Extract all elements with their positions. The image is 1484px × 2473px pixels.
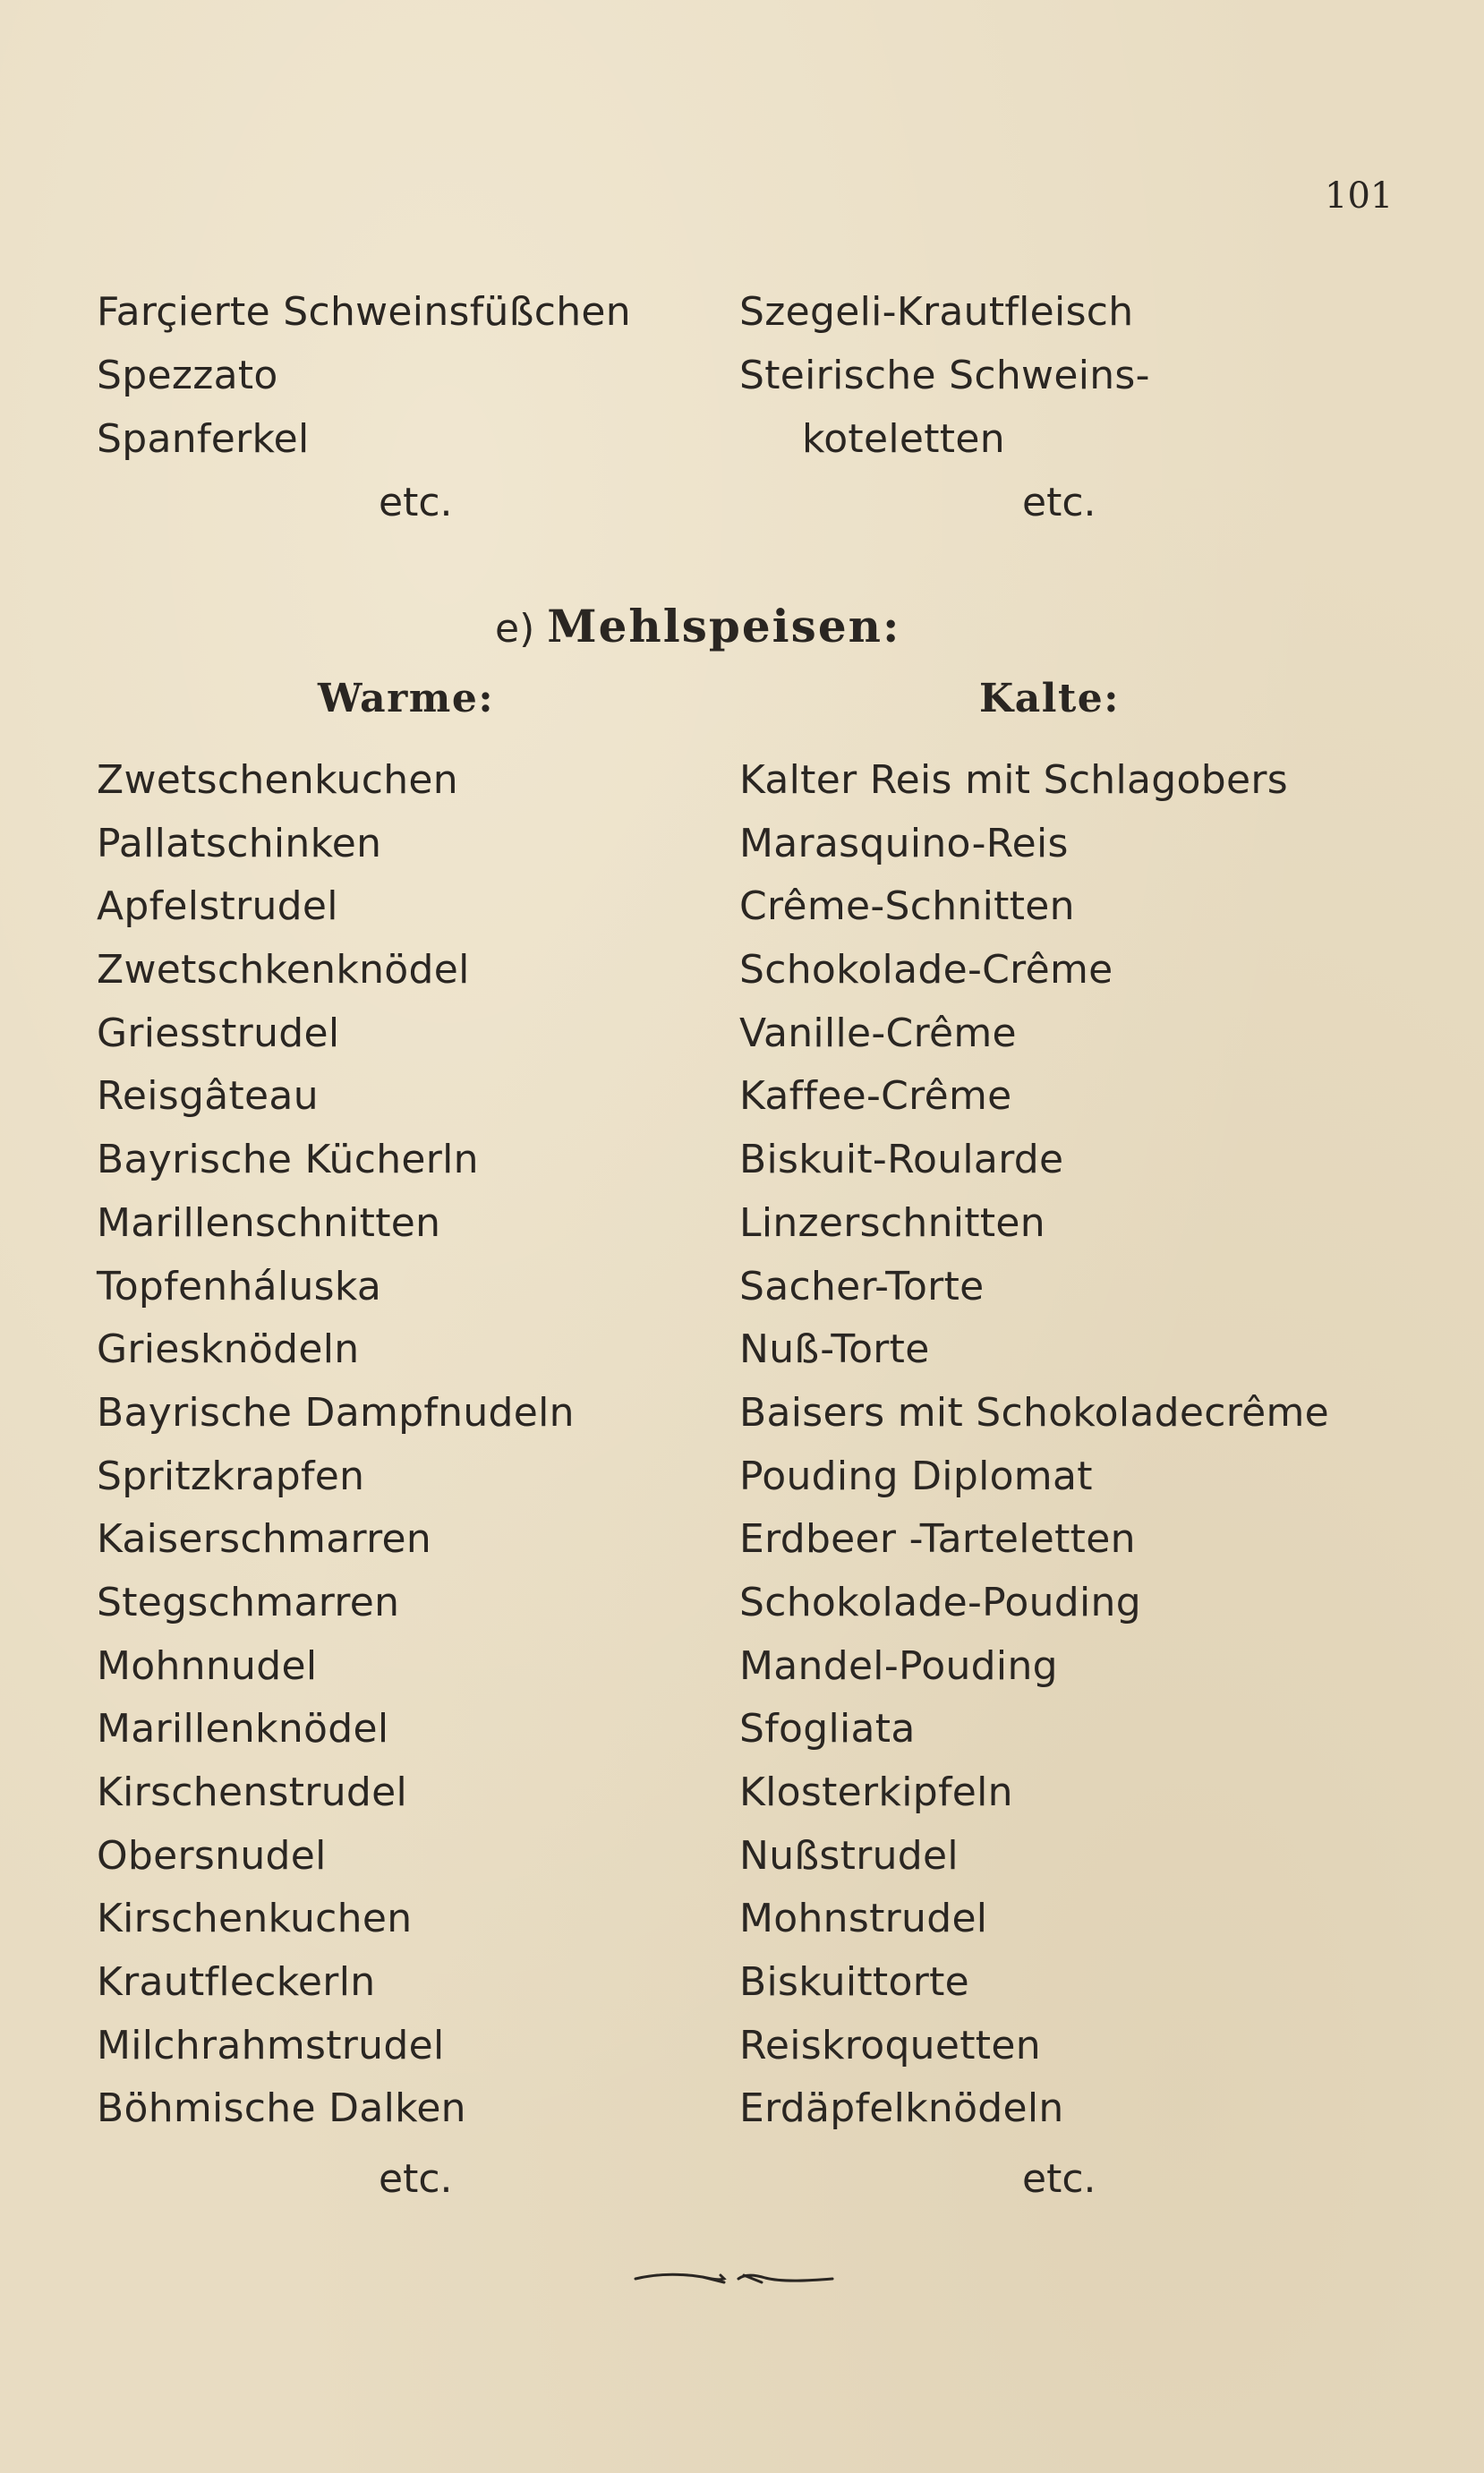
warme-item: Mohnnudel	[97, 1642, 318, 1689]
section-heading	[495, 600, 901, 652]
kalte-list	[739, 757, 1330, 2153]
kalte-item: Sacher-Torte	[739, 1263, 985, 1309]
kalte-item: Baisers mit Schokoladecrême	[739, 1389, 1330, 1436]
kalte-item: Marasquino-Reis	[739, 820, 1069, 866]
kalte-etc: etc.	[1022, 2156, 1096, 2202]
kalte-heading: Kalte:	[979, 676, 1121, 721]
kalte-item: Schokolade-Crême	[739, 947, 1113, 993]
warme-item: Zwetschenkuchen	[97, 757, 458, 803]
warme-item: Krautfleckerln	[97, 1959, 376, 2006]
kalte-item: Reiskroquetten	[739, 2022, 1041, 2068]
warme-item: Spritzkrapfen	[97, 1453, 365, 1499]
warme-item: Böhmische Dalken	[97, 2085, 466, 2132]
warme-item: Milchrahmstrudel	[97, 2022, 445, 2068]
kalte-item: Biskuittorte	[739, 1959, 970, 2006]
warme-item: Bayrische Kücherln	[97, 1137, 479, 1183]
prev-left-etc: etc.	[379, 480, 453, 525]
warme-item: Griesknödeln	[97, 1326, 360, 1373]
warme-item: Pallatschinken	[97, 820, 382, 866]
kalte-item: Pouding Diplomat	[739, 1453, 1093, 1499]
prev-left-item: Spezzato	[97, 353, 278, 398]
kalte-item: Kalter Reis mit Schlagobers	[739, 757, 1288, 803]
kalte-item: Vanille-Crême	[739, 1010, 1017, 1056]
warme-item: Marillenknödel	[97, 1706, 389, 1752]
warme-item: Obersnudel	[97, 1832, 327, 1879]
prev-right-etc: etc.	[1022, 480, 1096, 525]
prev-right-item: Szegeli-Krautfleisch	[739, 289, 1134, 335]
warme-list	[97, 757, 575, 2153]
kalte-item: Erdäpfelknödeln	[739, 2085, 1064, 2132]
kalte-item: Schokolade-Pouding	[739, 1579, 1141, 1625]
kalte-item: Biskuit-Roularde	[739, 1137, 1064, 1183]
section-letter: e)	[495, 606, 535, 652]
kalte-item: Sfogliata	[739, 1706, 916, 1752]
kalte-item: Erdbeer -Tarteletten	[739, 1516, 1136, 1563]
kalte-item: Mohnstrudel	[739, 1896, 988, 1942]
warme-item: Zwetschkenknödel	[97, 947, 470, 993]
warme-item: Griesstrudel	[97, 1010, 340, 1056]
warme-item: Reisgâteau	[97, 1073, 319, 1120]
kalte-item: Nußstrudel	[739, 1832, 959, 1879]
prev-right-item: Steirische Schweins-	[739, 353, 1150, 398]
section-title: Mehlspeisen:	[547, 600, 901, 652]
prev-right-item: koteletten	[802, 416, 1005, 462]
kalte-item: Mandel-Pouding	[739, 1642, 1058, 1689]
kalte-item: Crême-Schnitten	[739, 883, 1075, 930]
page-number: 101	[1325, 175, 1394, 217]
end-ornament-icon	[631, 2264, 837, 2291]
prev-left-item: Spanferkel	[97, 416, 310, 462]
warme-item: Topfenháluska	[97, 1263, 382, 1309]
kalte-item: Klosterkipfeln	[739, 1769, 1013, 1815]
warme-heading: Warme:	[318, 676, 495, 721]
kalte-item: Nuß-Torte	[739, 1326, 930, 1373]
warme-item: Kaiserschmarren	[97, 1516, 432, 1563]
warme-item: Marillenschnitten	[97, 1199, 441, 1246]
kalte-item: Linzerschnitten	[739, 1199, 1045, 1246]
warme-item: Apfelstrudel	[97, 883, 338, 930]
warme-item: Kirschenstrudel	[97, 1769, 408, 1815]
warme-item: Bayrische Dampfnudeln	[97, 1389, 575, 1436]
warme-item: Kirschenkuchen	[97, 1896, 413, 1942]
kalte-item: Kaffee-Crême	[739, 1073, 1012, 1120]
warme-etc: etc.	[379, 2156, 453, 2202]
prev-left-item: Farçierte Schweinsfüßchen	[97, 289, 631, 335]
warme-item: Stegschmarren	[97, 1579, 400, 1625]
